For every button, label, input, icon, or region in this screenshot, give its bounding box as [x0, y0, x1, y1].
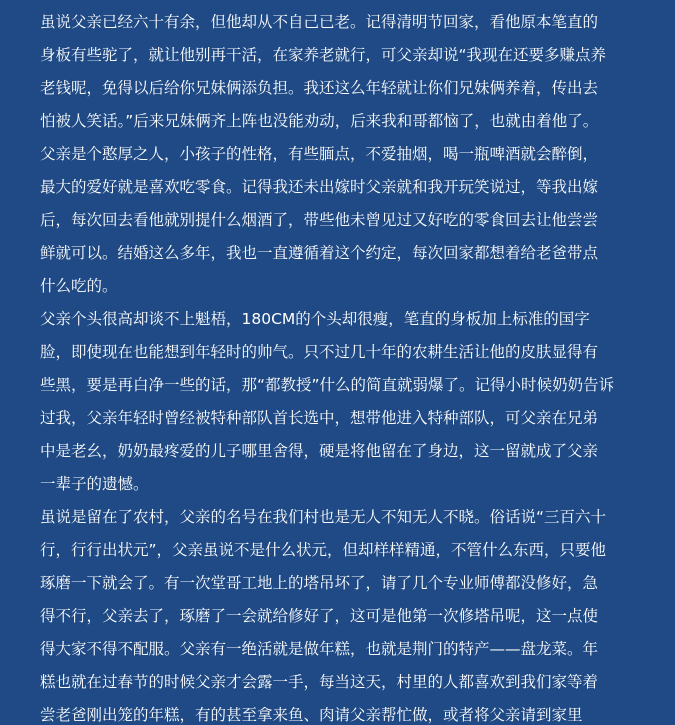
- text-line: 过我，父亲年轻时曾经被特种部队首长选中，想带他进入特种部队，可父亲在兄弟: [40, 409, 599, 427]
- text-line: 得不行，父亲去了，琢磨了一会就给修好了，这可是他第一次修塔吊呢，这一点使: [40, 607, 599, 625]
- text-line: 虽说父亲已经六十有余，但他却从不自己已老。记得清明节回家，看他原本笔直的: [40, 13, 599, 31]
- text-line: 中是老幺，奶奶最疼爱的儿子哪里舍得，硬是将他留在了身边，这一留就成了父亲: [40, 442, 599, 460]
- text-line: 什么吃的。: [40, 277, 118, 295]
- text-line: 身板有些驼了，就让他别再干活，在家养老就行，可父亲却说“我现在还要多赚点养: [40, 46, 607, 64]
- text-line: 虽说是留在了农村，父亲的名号在我们村也是无人不知无人不晓。俗话说“三百六十: [40, 508, 607, 526]
- article-body: [40, 6, 640, 725]
- text-line: 最大的爱好就是喜欢吃零食。记得我还未出嫁时父亲就和我开玩笑说过，等我出嫁: [40, 178, 599, 196]
- text-line: 一辈子的遗憾。: [40, 475, 149, 493]
- text-line: 尝老爸刚出笼的年糕，有的甚至拿来鱼、肉请父亲帮忙做，或者将父亲请到家里: [40, 706, 583, 724]
- text-line: 糕也就在过春节的时候父亲才会露一手，每当这天，村里的人都喜欢到我们家等着: [40, 673, 599, 691]
- text-line: 脸，即使现在也能想到年轻时的帅气。只不过几十年的农耕生活让他的皮肤显得有: [40, 343, 599, 361]
- text-line: 些黑，要是再白净一些的话，那“都教授”什么的简直就弱爆了。记得小时候奶奶告诉: [40, 376, 615, 394]
- text-line: 老钱呢，免得以后给你兄妹俩添负担。我还这么年轻就让你们兄妹俩养着，传出去: [40, 79, 599, 97]
- text-line: 琢磨一下就会了。有一次堂哥工地上的塔吊坏了，请了几个专业师傅都没修好，急: [40, 574, 599, 592]
- text-line: 行，行行出状元”，父亲虽说不是什么状元，但却样样精通，不管什么东西，只要他: [40, 541, 607, 559]
- text-line: 怕被人笑话。”后来兄妹俩齐上阵也没能劝动，后来我和哥都恼了，也就由着他了。: [40, 112, 599, 130]
- text-line: 父亲个头很高却谈不上魁梧，180CM的个头却很瘦，笔直的身板加上标准的国字: [40, 310, 590, 328]
- text-line: 父亲是个憨厚之人，小孩子的性格，有些腼点，不爱抽烟，喝一瓶啤酒就会醉倒，: [40, 145, 599, 163]
- paragraph: [40, 138, 640, 303]
- paragraph: [40, 6, 640, 138]
- paragraph: [40, 303, 640, 501]
- text-line: 鲜就可以。结婚这么多年，我也一直遵循着这个约定，每次回家都想着给老爸带点: [40, 244, 599, 262]
- paragraph: [40, 501, 640, 725]
- text-line: 后，每次回去看他就别提什么烟酒了，带些他未曾见过又好吃的零食回去让他尝尝: [40, 211, 599, 229]
- text-line: 得大家不得不配服。父亲有一绝活就是做年糕，也就是荆门的特产——盘龙菜。年: [40, 640, 599, 658]
